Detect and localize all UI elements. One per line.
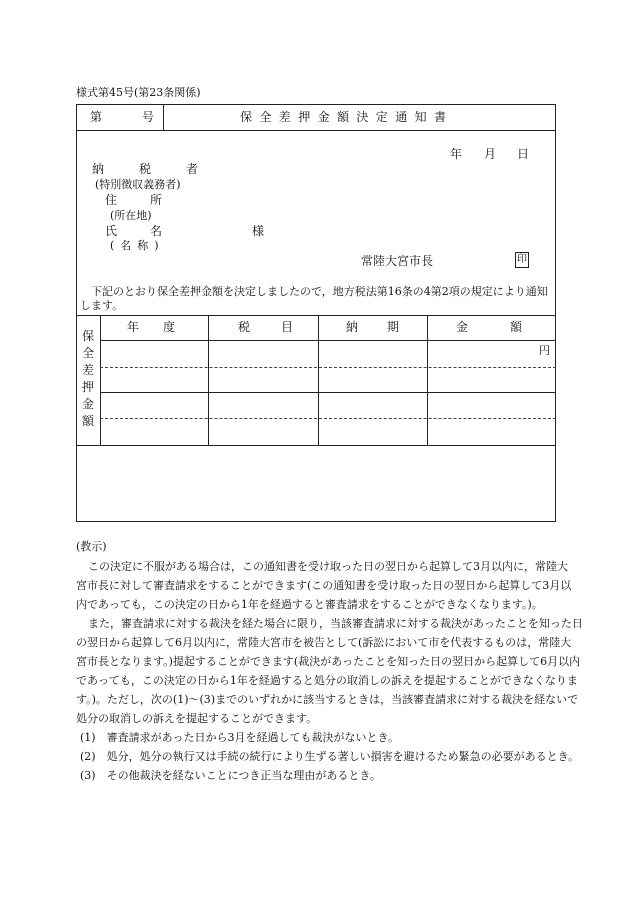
side-label-hozen-sashiosae-kingaku: 保全差押金額 [81, 329, 94, 428]
address-label: 住所 [105, 193, 196, 207]
header-divider [76, 130, 556, 131]
column-header-nendo: 年度 [127, 320, 200, 334]
table-row-divider [100, 418, 556, 419]
instruction-line: 処分の取消しの訴えを提起することができます。 [76, 712, 318, 725]
name-sub-label: (名称) [110, 239, 165, 252]
instruction-line: であっても，この決定の日から1年を経過すると処分の取消しの訴えを提起することができなくなりま [76, 674, 578, 687]
instruction-line: す。)。ただし，次の(1)～(3)までのいずれかに該当するときは，当該審査請求に対する裁決を経ないで [76, 693, 579, 706]
instruction-item-1: (1) 審査請求があった日から3月を経過しても裁決がないとき。 [80, 731, 400, 744]
date-month: 月 [484, 147, 497, 161]
instruction-line: の翌日から起算して6月以内に，常陸大宮市を被告として(訴訟において市を代表するものは，常陸大 [76, 636, 572, 649]
instruction-line: この決定に不服がある場合は，この通知書を受け取った日の翌日から起算して3月以内に，常陸大 [88, 560, 568, 573]
column-divider-1 [208, 315, 209, 445]
instruction-item-2: (2) 処分，処分の執行又は手続の続行により生ずる著しい損害を避けるため緊急の必要があるとき。 [80, 750, 580, 763]
notice-line-1: 下記のとおり保全差押金額を決定しましたので，地方税法第16条の4第2項の規定により通知 [91, 285, 548, 298]
side-label-divider [100, 315, 101, 445]
instruction-line: 宮市長となります。)提起することができます(裁決があったことを知った日の翌日から起算して6月以内 [76, 655, 581, 668]
taxpayer-sub-label: (特別徴収義務者) [95, 178, 181, 191]
header-go: 号 [142, 110, 155, 124]
issuer-name: 常陸大宮市長 [361, 254, 434, 268]
instruction-line: 内であっても，この決定の日から1年を経過すると審査請求をすることができなくなります。)。 [76, 598, 543, 611]
seal-mark: 印 [515, 252, 529, 268]
table-top-border [76, 315, 556, 316]
notice-line-2: します。 [80, 299, 124, 312]
form-number: 様式第45号(第23条関係) [76, 86, 201, 99]
instruction-line: 宮市長に対して審査請求をすることができます(この通知書を受け取った日の翌日から起算して3月以 [76, 579, 572, 592]
table-bottom-border [76, 445, 556, 446]
instruction-item-3: (3) その他裁決を経ないことにつき正当な理由があるとき。 [80, 769, 381, 782]
taxpayer-label: 納税者 [92, 162, 234, 176]
name-label: 氏名 [105, 224, 196, 238]
date-day: 日 [517, 147, 530, 161]
address-sub-label: (所在地) [110, 209, 152, 222]
currency-unit: 円 [539, 344, 550, 357]
column-header-zeimoku: 税目 [238, 320, 325, 334]
document-title: 保全差押金額決定通知書 [240, 110, 454, 124]
date-year: 年 [450, 147, 463, 161]
table-row-divider [100, 367, 556, 368]
honorific-sama: 様 [252, 224, 265, 238]
instructions-heading: (教示) [76, 540, 107, 553]
table-row-divider [100, 392, 556, 393]
instruction-line: また，審査請求に対する裁決を経た場合に限り，当該審査請求に対する裁決があったことを知った日 [88, 617, 583, 630]
header-number-divider [163, 104, 164, 130]
table-header-divider [100, 340, 556, 341]
column-header-nouki: 納期 [346, 320, 429, 334]
header-dai: 第 [90, 110, 103, 124]
column-header-kingaku: 金額 [456, 320, 565, 334]
